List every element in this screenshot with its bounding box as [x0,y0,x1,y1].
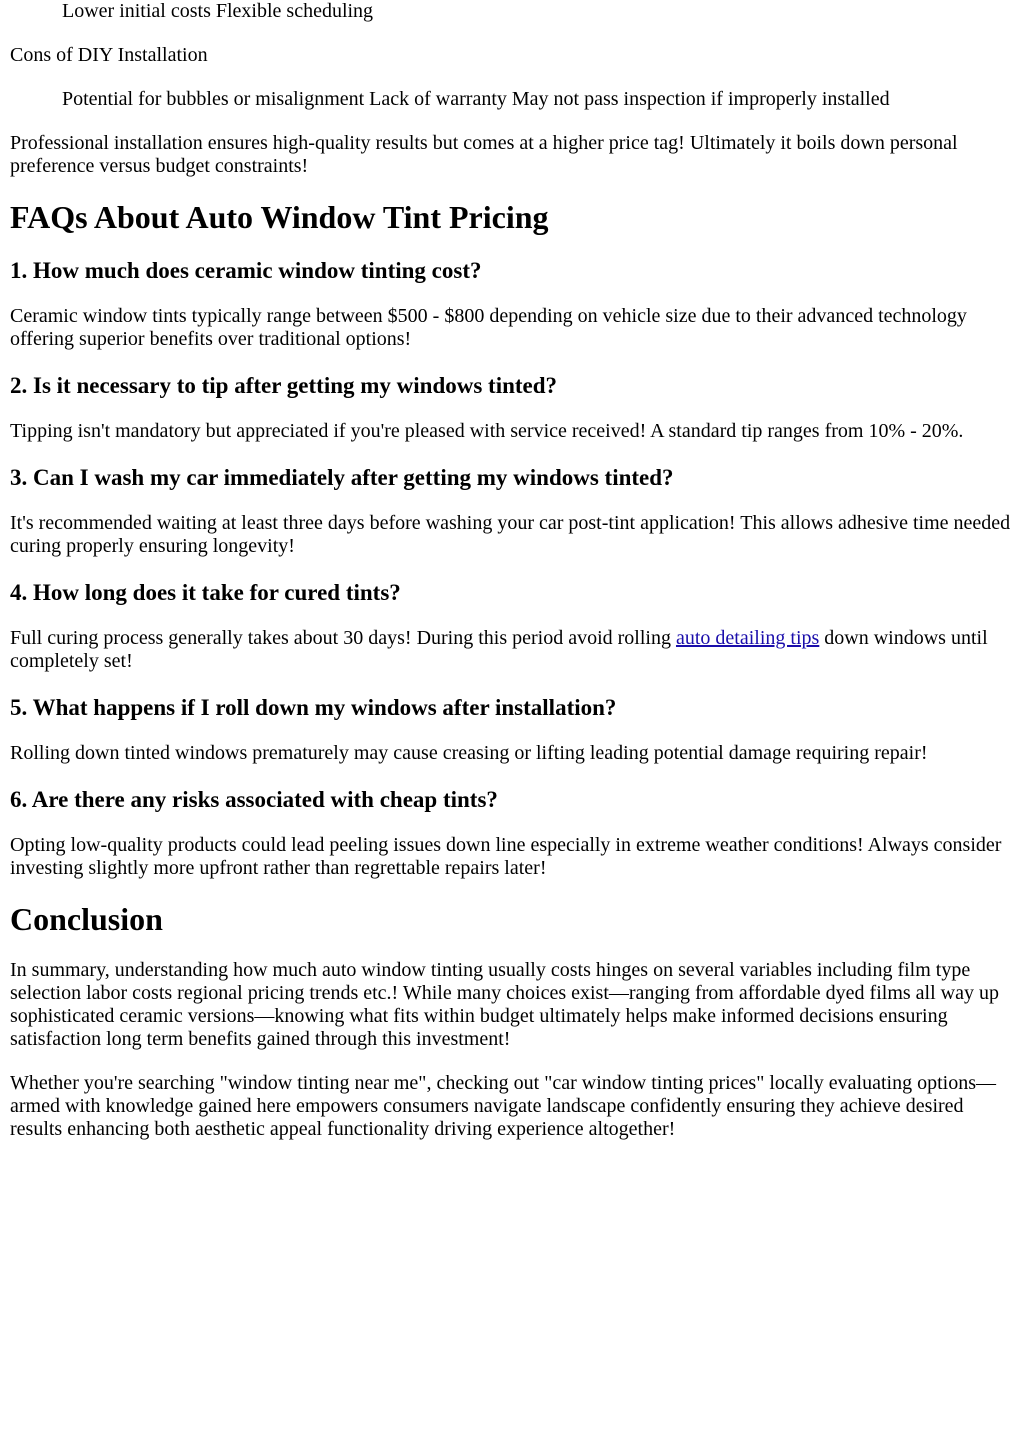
conclusion-paragraph-1: In summary, understanding how much auto window tinting usually costs hinges on several variables including film type selection labor costs regional pricing trends etc.! While many choices exist—ranging from affordable dyed films all way up sophisticated ceramic versions—knowing what fits within budget ultimately helps make informed decisions ensuring satisfaction long term benefits gained through this investment! [10,959,999,1050]
faq-answer-4-after-link: down windows until completely set! [10,627,988,672]
conclusion-title: Conclusion [10,901,163,937]
faq-answer-1: Ceramic window tints typically range between $500 - $800 depending on vehicle size due to their advanced technology offering superior benefits over traditional options! [10,305,967,350]
auto-detailing-tips-link[interactable]: auto detailing tips [675,627,820,649]
faq-question-2: 2. Is it necessary to tip after getting my windows tinted? [10,373,558,398]
faq-answer-3: It's recommended waiting at least three days before washing your car post-tint application! This allows adhesive time needed curing properly ensuring longevity! [10,512,1011,557]
diy-cons-heading: Cons of DIY Installation [10,44,208,66]
faq-answer-4-before-link: Full curing process generally takes about 30 days! During this period avoid rolling [10,627,676,649]
faq-question-4: 4. How long does it take for cured tints? [10,580,401,605]
faq-question-1: 1. How much does ceramic window tinting cost? [10,258,482,283]
faq-question-6: 6. Are there any risks associated with cheap tints? [10,787,498,812]
faq-question-3: 3. Can I wash my car immediately after getting my windows tinted? [10,465,674,490]
faq-answer-4 [10,627,1014,673]
faq-question-5: 5. What happens if I roll down my windows after installation? [10,695,617,720]
conclusion-paragraph-2: Whether you're searching "window tinting near me", checking out "car window tinting prices" locally evaluating options—armed with knowledge gained here empowers consumers navigate landscape confidently ensuring they achieve desired results enhancing both aesthetic appeal functionality driving experience altogether! [10,1072,996,1140]
diy-cons-list: Potential for bubbles or misalignment Lack of warranty May not pass inspection if improperly installed [62,88,890,110]
faq-section-title: FAQs About Auto Window Tint Pricing [10,199,549,235]
faq-answer-2: Tipping isn't mandatory but appreciated if you're pleased with service received! A standard tip ranges from 10% - 20%. [10,420,964,442]
diy-pros-list: Lower initial costs Flexible scheduling [62,0,374,22]
faq-answer-5: Rolling down tinted windows prematurely may cause creasing or lifting leading potential damage requiring repair! [10,742,928,764]
professional-summary: Professional installation ensures high-quality results but comes at a higher price tag! Ultimately it boils down personal preference versus budget constraints! [10,132,958,177]
faq-answer-6: Opting low-quality products could lead peeling issues down line especially in extreme weather conditions! Always consider investing slightly more upfront rather than regrettable repairs later! [10,834,1002,879]
